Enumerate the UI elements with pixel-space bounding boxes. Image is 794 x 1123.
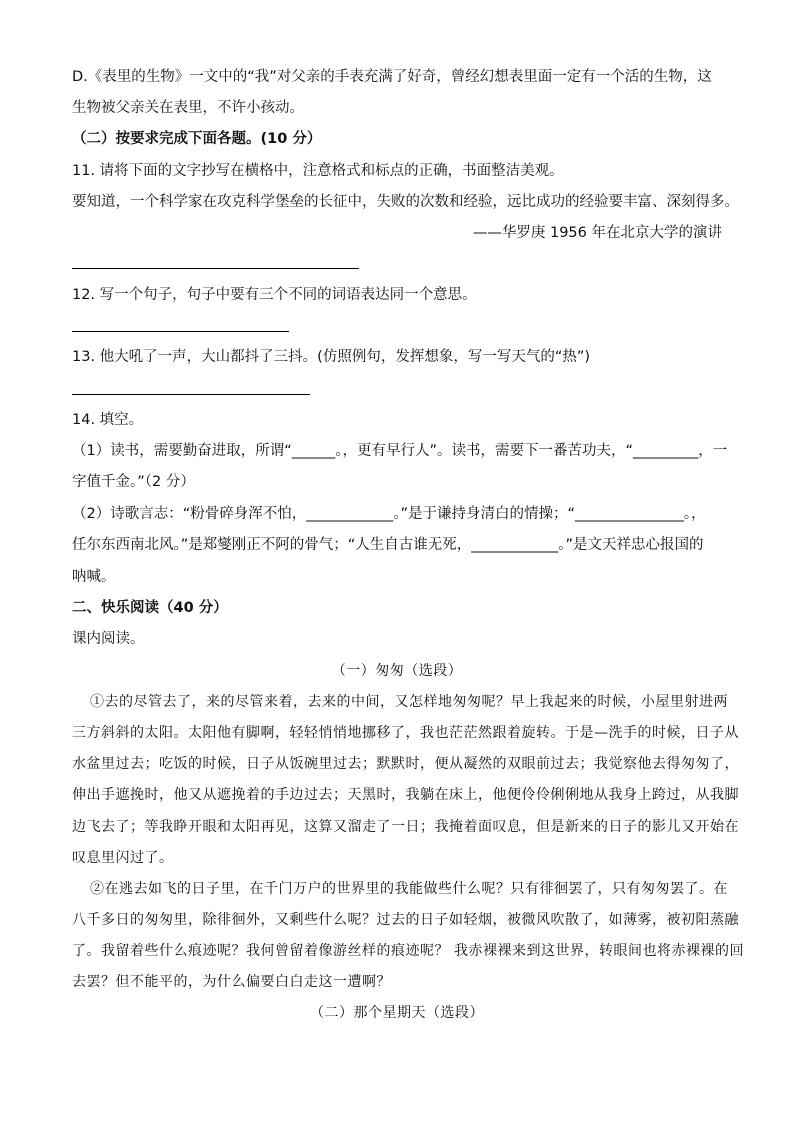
q14-prompt: 14. 填空。 xyxy=(72,412,144,428)
paragraph-line: ①去的尽管去了，来的尽管来着，去来的中间，又怎样地匆匆呢？早上我起来的时候，小屋里射进两 xyxy=(90,694,728,710)
paragraph-line: 边飞去了；等我睁开眼和太阳再见，这算又溜走了一日；我掩着面叹息，但是新来的日子的影儿又开始在 xyxy=(72,819,739,835)
q14-part-2-line-1: （2）诗歌言志：“粉骨碎身浑不怕，____________。”是于谦持身清白的情操；“_______________。， xyxy=(72,506,706,522)
q11-source: ——华罗庚 1956 年在北京大学的演讲 xyxy=(472,225,722,241)
option-d-line-2: 生物被父亲关在表里，不许小孩动。 xyxy=(72,100,304,116)
q13-answer-line[interactable] xyxy=(72,394,310,395)
q11-prompt: 11. 请将下面的文字抄写在横格中，注意格式和标点的正确，书面整洁美观。 xyxy=(72,163,564,179)
q11-quote: 要知道，一个科学家在攻克科学堡垒的长征中，失败的次数和经验，远比成功的经验要丰富、深刻得多。 xyxy=(72,194,739,210)
q14-part-1-line-1: （1）读书，需要勤奋进取，所谓“______。，更有早行人”。读书，需要下一番苦功夫，“_________，一 xyxy=(72,443,728,459)
passage-2-title: （二）那个星期天（选段） xyxy=(310,1005,484,1021)
q11-answer-line[interactable] xyxy=(72,268,359,269)
option-d-line-1: D.《表里的生物》一文中的“我”对父亲的手表充满了好奇，曾经幻想表里面一定有一个活的生物，这 xyxy=(72,69,712,85)
paragraph-line: 八千多日的匆匆里，除徘徊外，又剩些什么呢？过去的日子如轻烟，被微风吹散了，如薄雾，被初阳蒸融 xyxy=(72,912,739,928)
section-2-heading: （二）按要求完成下面各题。(10 分） xyxy=(72,131,322,147)
paragraph-line: 水盆里过去；吃饭的时候，日子从饭碗里过去；默默时，便从凝然的双眼前过去；我觉察他去得匆匆了， xyxy=(72,756,739,772)
q12-answer-line[interactable] xyxy=(72,331,289,332)
q14-part-2-line-3: 呐喊。 xyxy=(72,569,116,585)
q14-part-2-line-2: 任尔东西南北风。”是郑燮刚正不阿的骨气；“人生自古谁无死，____________。”是文天祥忠心报国的 xyxy=(72,537,704,553)
paragraph-line: 三方斜斜的太阳。太阳他有脚啊，轻轻悄悄地挪移了，我也茫茫然跟着旋转。于是—洗手的时候，日子从 xyxy=(72,725,739,741)
q14-part-1-line-2: 字值千金。”（2 分） xyxy=(72,474,195,490)
q12-prompt: 12. 写一个句子，句子中要有三个不同的词语表达同一个意思。 xyxy=(72,287,477,303)
q13-prompt: 13. 他大吼了一声，大山都抖了三抖。(仿照例句，发挥想象，写一写天气的“热”) xyxy=(72,349,591,365)
passage-1-title: （一）匆匆（选段） xyxy=(331,663,463,679)
paragraph-line: 叹息里闪过了。 xyxy=(72,850,174,866)
paragraph-line: 去罢？但不能平的，为什么偏要白白走这一遭啊？ xyxy=(72,974,391,990)
part-2-heading: 二、快乐阅读（40 分） xyxy=(72,600,228,616)
paragraph-line: 了。我留着些什么痕迹呢？我何曾留着像游丝样的痕迹呢？ 我赤裸裸来到这世界，转眼间也将赤裸裸的回 xyxy=(72,943,744,959)
paragraph-line: ②在逃去如飞的日子里，在千门万户的世界里的我能做些什么呢？只有徘徊罢了，只有匆匆罢了。在 xyxy=(90,881,728,897)
in-class-reading-label: 课内阅读。 xyxy=(72,631,145,647)
paragraph-line: 伸出手遮挽时，他又从遮挽着的手边过去；天黑时，我躺在床上，他便伶伶俐俐地从我身上跨过，从我脚 xyxy=(72,787,739,803)
